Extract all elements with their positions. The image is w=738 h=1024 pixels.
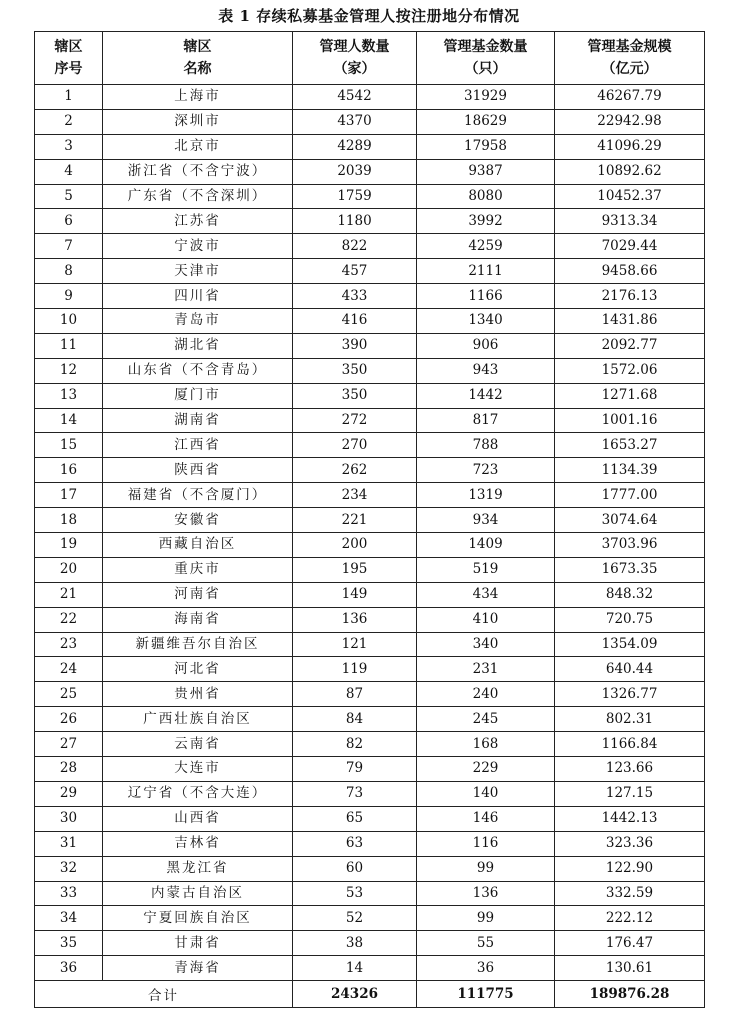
cell-seq: 19 — [35, 533, 103, 558]
cell-scale: 222.12 — [555, 906, 705, 931]
table-row — [35, 781, 705, 806]
cell-scale: 2092.77 — [555, 333, 705, 358]
cell-managers: 350 — [293, 358, 417, 383]
cell-name: 大连市 — [103, 757, 293, 782]
cell-seq: 27 — [35, 732, 103, 757]
cell-name: 宁波市 — [103, 234, 293, 259]
table-row — [35, 533, 705, 558]
cell-seq: 25 — [35, 682, 103, 707]
cell-managers: 390 — [293, 333, 417, 358]
cell-seq: 24 — [35, 657, 103, 682]
cell-managers: 1180 — [293, 209, 417, 234]
cell-scale: 41096.29 — [555, 134, 705, 159]
cell-name: 河南省 — [103, 582, 293, 607]
cell-managers: 60 — [293, 856, 417, 881]
table-row — [35, 906, 705, 931]
cell-scale: 176.47 — [555, 931, 705, 956]
cell-funds: 1340 — [417, 309, 555, 334]
cell-scale: 7029.44 — [555, 234, 705, 259]
cell-name: 吉林省 — [103, 831, 293, 856]
cell-scale: 9313.34 — [555, 209, 705, 234]
cell-seq: 16 — [35, 458, 103, 483]
cell-managers: 149 — [293, 582, 417, 607]
cell-scale: 1326.77 — [555, 682, 705, 707]
cell-managers: 270 — [293, 433, 417, 458]
cell-scale: 1777.00 — [555, 483, 705, 508]
cell-managers: 221 — [293, 508, 417, 533]
cell-name: 青岛市 — [103, 309, 293, 334]
cell-managers: 200 — [293, 533, 417, 558]
cell-seq: 8 — [35, 259, 103, 284]
cell-scale: 802.31 — [555, 707, 705, 732]
header-scale: 管理基金规模 （亿元） — [555, 32, 705, 85]
table-row — [35, 383, 705, 408]
cell-funds: 3992 — [417, 209, 555, 234]
cell-name: 黑龙江省 — [103, 856, 293, 881]
cell-name: 贵州省 — [103, 682, 293, 707]
cell-seq: 11 — [35, 333, 103, 358]
cell-funds: 168 — [417, 732, 555, 757]
table-row — [35, 184, 705, 209]
cell-managers: 822 — [293, 234, 417, 259]
cell-scale: 1431.86 — [555, 309, 705, 334]
table-row — [35, 508, 705, 533]
table-row — [35, 333, 705, 358]
cell-scale: 46267.79 — [555, 85, 705, 110]
cell-funds: 723 — [417, 458, 555, 483]
cell-funds: 410 — [417, 607, 555, 632]
table-row — [35, 159, 705, 184]
cell-managers: 87 — [293, 682, 417, 707]
cell-name: 陕西省 — [103, 458, 293, 483]
cell-seq: 26 — [35, 707, 103, 732]
cell-managers: 4542 — [293, 85, 417, 110]
cell-scale: 127.15 — [555, 781, 705, 806]
cell-scale: 1572.06 — [555, 358, 705, 383]
cell-funds: 1166 — [417, 284, 555, 309]
cell-funds: 99 — [417, 906, 555, 931]
cell-name: 厦门市 — [103, 383, 293, 408]
cell-scale: 332.59 — [555, 881, 705, 906]
cell-managers: 52 — [293, 906, 417, 931]
cell-seq: 14 — [35, 408, 103, 433]
cell-name: 云南省 — [103, 732, 293, 757]
cell-funds: 943 — [417, 358, 555, 383]
cell-managers: 4289 — [293, 134, 417, 159]
cell-name: 深圳市 — [103, 109, 293, 134]
cell-name: 辽宁省（不含大连） — [103, 781, 293, 806]
cell-seq: 20 — [35, 557, 103, 582]
cell-seq: 21 — [35, 582, 103, 607]
table-row — [35, 259, 705, 284]
cell-funds: 240 — [417, 682, 555, 707]
cell-name: 甘肃省 — [103, 931, 293, 956]
cell-seq: 28 — [35, 757, 103, 782]
header-managers: 管理人数量 （家） — [293, 32, 417, 85]
cell-seq: 3 — [35, 134, 103, 159]
cell-name: 福建省（不含厦门） — [103, 483, 293, 508]
table-row — [35, 931, 705, 956]
table-row — [35, 831, 705, 856]
header-name: 辖区 名称 — [103, 32, 293, 85]
cell-name: 上海市 — [103, 85, 293, 110]
cell-managers: 2039 — [293, 159, 417, 184]
table-row — [35, 408, 705, 433]
cell-managers: 79 — [293, 757, 417, 782]
cell-name: 江苏省 — [103, 209, 293, 234]
cell-name: 天津市 — [103, 259, 293, 284]
cell-funds: 8080 — [417, 184, 555, 209]
cell-seq: 9 — [35, 284, 103, 309]
header-seq: 辖区 序号 — [35, 32, 103, 85]
cell-seq: 2 — [35, 109, 103, 134]
cell-seq: 22 — [35, 607, 103, 632]
header-funds: 管理基金数量 （只） — [417, 32, 555, 85]
cell-managers: 350 — [293, 383, 417, 408]
cell-managers: 73 — [293, 781, 417, 806]
total-row — [35, 981, 705, 1008]
cell-managers: 84 — [293, 707, 417, 732]
cell-scale: 1166.84 — [555, 732, 705, 757]
cell-managers: 4370 — [293, 109, 417, 134]
table-row — [35, 284, 705, 309]
cell-funds: 519 — [417, 557, 555, 582]
cell-managers: 262 — [293, 458, 417, 483]
cell-funds: 99 — [417, 856, 555, 881]
cell-managers: 119 — [293, 657, 417, 682]
table-row — [35, 309, 705, 334]
cell-managers: 14 — [293, 956, 417, 981]
table-row — [35, 632, 705, 657]
cell-managers: 195 — [293, 557, 417, 582]
cell-name: 青海省 — [103, 956, 293, 981]
table-row — [35, 358, 705, 383]
cell-seq: 30 — [35, 806, 103, 831]
cell-funds: 17958 — [417, 134, 555, 159]
cell-name: 北京市 — [103, 134, 293, 159]
cell-funds: 229 — [417, 757, 555, 782]
cell-funds: 934 — [417, 508, 555, 533]
cell-name: 安徽省 — [103, 508, 293, 533]
table-row — [35, 707, 705, 732]
table-row — [35, 234, 705, 259]
cell-scale: 1673.35 — [555, 557, 705, 582]
cell-scale: 1271.68 — [555, 383, 705, 408]
cell-funds: 1319 — [417, 483, 555, 508]
cell-funds: 9387 — [417, 159, 555, 184]
cell-seq: 32 — [35, 856, 103, 881]
cell-managers: 121 — [293, 632, 417, 657]
table-row — [35, 757, 705, 782]
table-row — [35, 85, 705, 110]
cell-managers: 63 — [293, 831, 417, 856]
cell-seq: 18 — [35, 508, 103, 533]
cell-seq: 5 — [35, 184, 103, 209]
cell-seq: 10 — [35, 309, 103, 334]
total-label: 合计 — [35, 981, 293, 1008]
table-body — [35, 85, 705, 981]
cell-funds: 140 — [417, 781, 555, 806]
cell-managers: 82 — [293, 732, 417, 757]
cell-funds: 906 — [417, 333, 555, 358]
cell-scale: 1442.13 — [555, 806, 705, 831]
table-title: 表 1 存续私募基金管理人按注册地分布情况 — [218, 7, 520, 25]
cell-name: 西藏自治区 — [103, 533, 293, 558]
table-row — [35, 881, 705, 906]
table-row — [35, 109, 705, 134]
cell-managers: 136 — [293, 607, 417, 632]
cell-name: 湖北省 — [103, 333, 293, 358]
cell-funds: 434 — [417, 582, 555, 607]
cell-managers: 234 — [293, 483, 417, 508]
cell-funds: 2111 — [417, 259, 555, 284]
cell-seq: 13 — [35, 383, 103, 408]
cell-name: 重庆市 — [103, 557, 293, 582]
cell-seq: 33 — [35, 881, 103, 906]
table-row — [35, 682, 705, 707]
cell-funds: 36 — [417, 956, 555, 981]
header-row — [35, 32, 705, 85]
cell-scale: 122.90 — [555, 856, 705, 881]
cell-scale: 720.75 — [555, 607, 705, 632]
cell-scale: 1354.09 — [555, 632, 705, 657]
cell-scale: 1134.39 — [555, 458, 705, 483]
cell-managers: 53 — [293, 881, 417, 906]
cell-scale: 1001.16 — [555, 408, 705, 433]
cell-name: 湖南省 — [103, 408, 293, 433]
cell-funds: 340 — [417, 632, 555, 657]
cell-seq: 17 — [35, 483, 103, 508]
cell-scale: 10452.37 — [555, 184, 705, 209]
cell-seq: 4 — [35, 159, 103, 184]
cell-scale: 130.61 — [555, 956, 705, 981]
cell-scale: 1653.27 — [555, 433, 705, 458]
cell-seq: 36 — [35, 956, 103, 981]
total-managers: 24326 — [293, 981, 417, 1008]
cell-scale: 123.66 — [555, 757, 705, 782]
cell-scale: 848.32 — [555, 582, 705, 607]
table-row — [35, 458, 705, 483]
cell-funds: 245 — [417, 707, 555, 732]
cell-funds: 4259 — [417, 234, 555, 259]
table-row — [35, 433, 705, 458]
cell-scale: 323.36 — [555, 831, 705, 856]
cell-funds: 146 — [417, 806, 555, 831]
cell-name: 江西省 — [103, 433, 293, 458]
cell-funds: 31929 — [417, 85, 555, 110]
cell-managers: 65 — [293, 806, 417, 831]
cell-managers: 433 — [293, 284, 417, 309]
cell-seq: 23 — [35, 632, 103, 657]
table-row — [35, 956, 705, 981]
table-row — [35, 209, 705, 234]
cell-scale: 2176.13 — [555, 284, 705, 309]
table-row — [35, 856, 705, 881]
cell-managers: 1759 — [293, 184, 417, 209]
cell-seq: 29 — [35, 781, 103, 806]
cell-seq: 6 — [35, 209, 103, 234]
cell-funds: 788 — [417, 433, 555, 458]
table-row — [35, 483, 705, 508]
table-row — [35, 607, 705, 632]
cell-name: 新疆维吾尔自治区 — [103, 632, 293, 657]
cell-name: 山西省 — [103, 806, 293, 831]
cell-funds: 1442 — [417, 383, 555, 408]
cell-scale: 3074.64 — [555, 508, 705, 533]
total-scale: 189876.28 — [555, 981, 705, 1008]
cell-name: 河北省 — [103, 657, 293, 682]
table-row — [35, 806, 705, 831]
cell-name: 广西壮族自治区 — [103, 707, 293, 732]
cell-funds: 1409 — [417, 533, 555, 558]
cell-seq: 31 — [35, 831, 103, 856]
cell-name: 宁夏回族自治区 — [103, 906, 293, 931]
cell-scale: 3703.96 — [555, 533, 705, 558]
cell-funds: 18629 — [417, 109, 555, 134]
cell-scale: 10892.62 — [555, 159, 705, 184]
table-row — [35, 732, 705, 757]
cell-name: 海南省 — [103, 607, 293, 632]
cell-scale: 9458.66 — [555, 259, 705, 284]
cell-scale: 640.44 — [555, 657, 705, 682]
cell-funds: 231 — [417, 657, 555, 682]
cell-seq: 7 — [35, 234, 103, 259]
table-row — [35, 134, 705, 159]
total-funds: 111775 — [417, 981, 555, 1008]
cell-funds: 55 — [417, 931, 555, 956]
cell-managers: 272 — [293, 408, 417, 433]
cell-seq: 34 — [35, 906, 103, 931]
table-row — [35, 582, 705, 607]
cell-name: 内蒙古自治区 — [103, 881, 293, 906]
cell-seq: 15 — [35, 433, 103, 458]
cell-name: 山东省（不含青岛） — [103, 358, 293, 383]
cell-managers: 38 — [293, 931, 417, 956]
cell-funds: 817 — [417, 408, 555, 433]
cell-scale: 22942.98 — [555, 109, 705, 134]
cell-managers: 457 — [293, 259, 417, 284]
table-row — [35, 557, 705, 582]
cell-funds: 136 — [417, 881, 555, 906]
cell-name: 浙江省（不含宁波） — [103, 159, 293, 184]
distribution-table — [34, 31, 705, 1008]
cell-seq: 35 — [35, 931, 103, 956]
cell-name: 广东省（不含深圳） — [103, 184, 293, 209]
cell-seq: 12 — [35, 358, 103, 383]
cell-managers: 416 — [293, 309, 417, 334]
table-row — [35, 657, 705, 682]
cell-name: 四川省 — [103, 284, 293, 309]
cell-funds: 116 — [417, 831, 555, 856]
cell-seq: 1 — [35, 85, 103, 110]
